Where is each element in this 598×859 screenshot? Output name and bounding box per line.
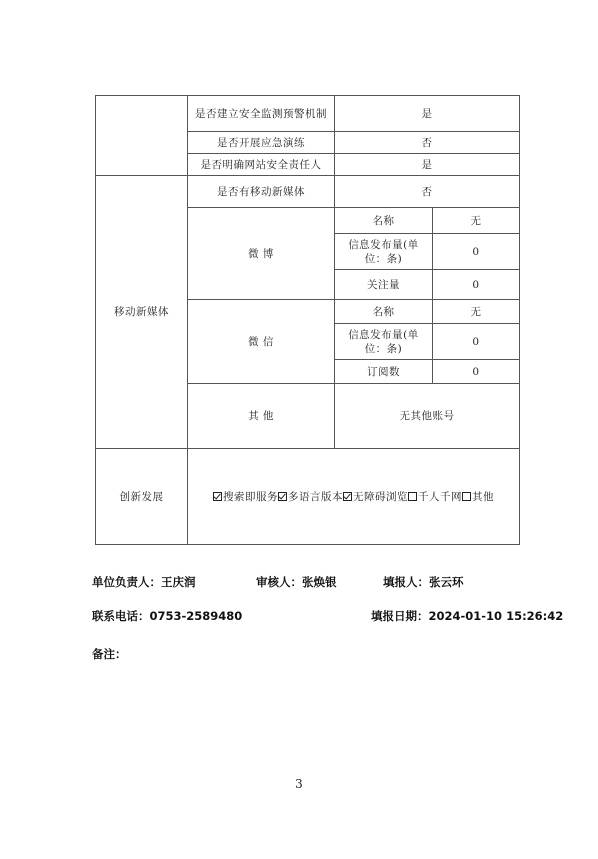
filler-label: 填报人： xyxy=(383,575,429,589)
monitoring-value: 是 xyxy=(335,96,520,132)
weibo-posts-label: 信息发布量(单位：条) xyxy=(335,234,433,270)
phone-value: 0753-2589480 xyxy=(149,609,243,623)
date-label: 填报日期： xyxy=(371,609,429,623)
checkbox-checked-icon[interactable] xyxy=(343,492,352,501)
section-mobile-media: 移动新媒体 xyxy=(96,176,188,449)
monitoring-label: 是否建立安全监测预警机制 xyxy=(188,96,335,132)
date-value: 2024-01-10 15:26:42 xyxy=(428,609,564,623)
drill-value: 否 xyxy=(335,132,520,154)
wechat-posts-value: 0 xyxy=(433,324,520,360)
wechat-name-value: 无 xyxy=(433,300,520,324)
filler-field xyxy=(383,574,464,590)
option-search-service[interactable]: 搜索即服务 xyxy=(213,491,278,503)
responsible-label: 是否明确网站安全责任人 xyxy=(188,154,335,176)
reviewer-field xyxy=(256,574,337,590)
reviewer-value: 张焕银 xyxy=(302,575,337,589)
weibo-name-label: 名称 xyxy=(335,208,433,234)
other-value: 无其他账号 xyxy=(335,384,520,449)
weibo-follow-label: 关注量 xyxy=(335,270,433,300)
option-multilingual[interactable]: 多语言版本 xyxy=(278,491,343,503)
phone-field xyxy=(92,608,242,624)
checkbox-checked-icon[interactable] xyxy=(278,492,287,501)
weibo-follow-value: 0 xyxy=(433,270,520,300)
innovation-options xyxy=(188,449,520,545)
filler-value: 张云环 xyxy=(429,575,464,589)
has-media-value: 否 xyxy=(335,176,520,208)
owner-value: 王庆润 xyxy=(161,575,196,589)
phone-label: 联系电话： xyxy=(92,609,150,623)
weibo-name-value: 无 xyxy=(433,208,520,234)
remark-label: 备注： xyxy=(92,647,127,661)
other-label: 其 他 xyxy=(188,384,335,449)
reviewer-label: 审核人： xyxy=(256,575,302,589)
weibo-posts-value: 0 xyxy=(433,234,520,270)
checkbox-empty-icon[interactable] xyxy=(408,492,417,501)
date-field xyxy=(371,608,563,624)
wechat-subs-label: 订阅数 xyxy=(335,360,433,384)
wechat-posts-label: 信息发布量(单位：条) xyxy=(335,324,433,360)
drill-label: 是否开展应急演练 xyxy=(188,132,335,154)
report-table xyxy=(95,95,520,545)
wechat-label: 微 信 xyxy=(188,300,335,384)
wechat-name-label: 名称 xyxy=(335,300,433,324)
checkbox-empty-icon[interactable] xyxy=(462,492,471,501)
remark-field xyxy=(92,646,127,662)
weibo-label: 微 博 xyxy=(188,208,335,300)
owner-field xyxy=(92,574,196,590)
wechat-subs-value: 0 xyxy=(433,360,520,384)
option-accessibility[interactable]: 无障碍浏览 xyxy=(343,491,408,503)
checkbox-checked-icon[interactable] xyxy=(213,492,222,501)
has-media-label: 是否有移动新媒体 xyxy=(188,176,335,208)
responsible-value: 是 xyxy=(335,154,520,176)
owner-label: 单位负责人： xyxy=(92,575,161,589)
page-number: 3 xyxy=(295,777,303,791)
section-innovation: 创新发展 xyxy=(96,449,188,545)
option-personalized[interactable]: 千人千网 xyxy=(408,491,462,503)
blank-section-cell xyxy=(96,96,188,176)
option-other[interactable]: 其他 xyxy=(462,491,494,503)
